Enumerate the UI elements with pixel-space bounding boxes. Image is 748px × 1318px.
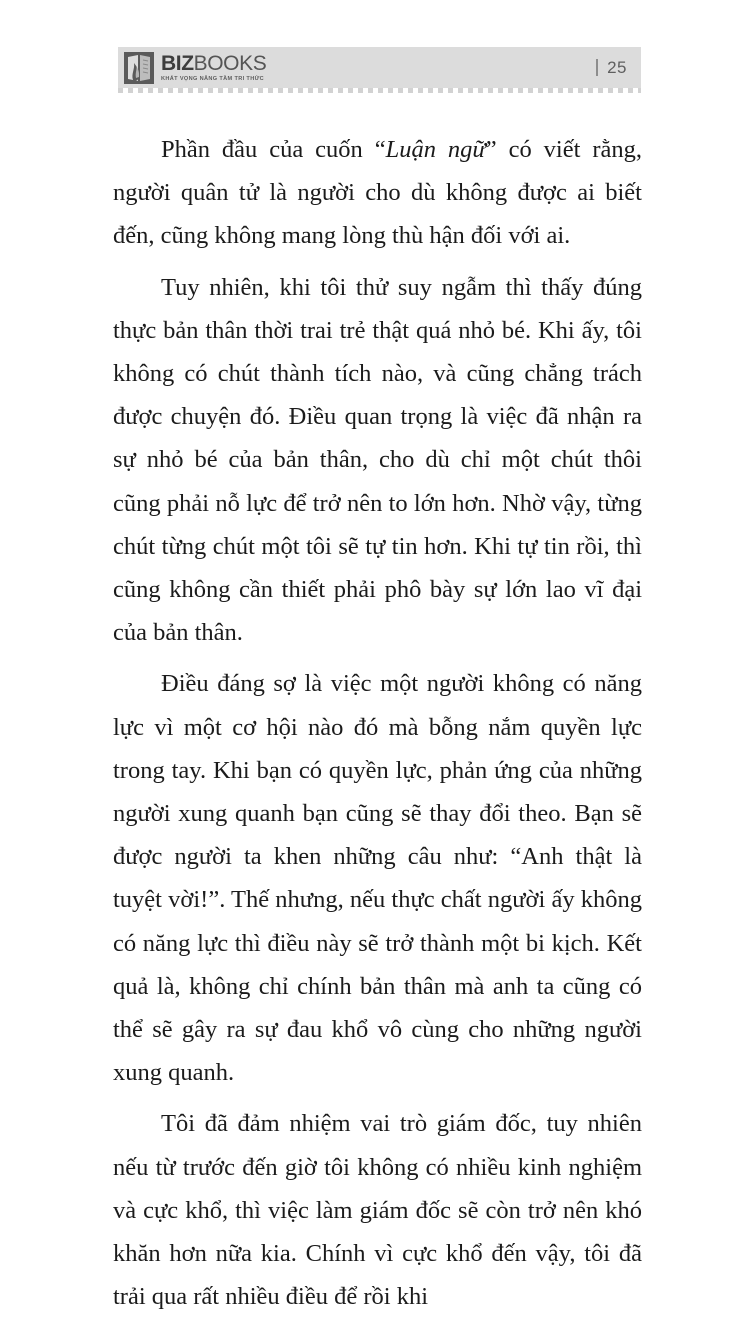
paragraph-4 [113,1102,642,1318]
page-folio [596,58,641,78]
page-body [113,128,642,1318]
running-header [118,47,641,88]
brand-name-books: BOOKS [193,51,267,75]
open-book-logo-icon [124,52,154,84]
brand-wordmark [161,53,266,83]
publisher-logo [118,52,266,84]
paragraph-1 [113,128,642,258]
paragraph-3 [113,662,642,1094]
text-run: ” có viết rằng, người quân tử là người cho dù không được ai biết đến, cũng không mang lòng thù hận đối với ai. [113,136,642,250]
page-number: 25 [607,57,627,77]
folio-separator-rule [596,59,598,76]
brand-name-biz: BIZ [161,51,194,75]
book-title-italic: Luận ngữ [385,136,486,163]
brand-name [161,53,266,74]
paragraph-2 [113,266,642,655]
text-run: Điều đáng sợ là việc một người không có năng lực vì một cơ hội nào đó mà bỗng nắm quyền lực trong tay. Khi bạn có quyền lực, phản ứng của những người xung quanh bạn cũng sẽ thay đổi theo. Bạn sẽ được người ta khen những câu như: “Anh thật là tuyệt vời!”. Thế nhưng, nếu thực chất người ấy không có năng lực thì điều này sẽ trở thành một bi kịch. Kết quả là, không chỉ chính bản thân mà anh ta cũng có thể sẽ gây ra sự đau khổ vô cùng cho những người xung quanh. [113,670,642,1087]
brand-tagline: KHÁT VỌNG NÂNG TẦM TRI THỨC [161,75,264,82]
text-run: Tôi đã đảm nhiệm vai trò giám đốc, tuy nhiên nếu từ trước đến giờ tôi không có nhiều kinh nghiệm và cực khổ, thì việc làm giám đốc sẽ còn trở nên khó khăn hơn nữa kia. Chính vì cực khổ đến vậy, tôi đã trải qua rất nhiều điều để rồi khi [113,1110,642,1311]
text-run: Tuy nhiên, khi tôi thử suy ngẫm thì thấy đúng thực bản thân thời trai trẻ thật quá nhỏ bé. Khi ấy, tôi không có chút thành tích nào, và cũng chẳng trách được chuyện đó. Điều quan trọng là việc đã nhận ra sự nhỏ bé của bản thân, cho dù chỉ một chút thôi cũng phải nỗ lực để trở nên to lớn hơn. Nhờ vậy, từng chút từng chút một tôi sẽ tự tin hơn. Khi tự tin rồi, thì cũng không cần thiết phải phô bày sự lớn lao vĩ đại của bản thân. [113,273,642,647]
text-run: Phần đầu của cuốn “ [161,136,386,163]
